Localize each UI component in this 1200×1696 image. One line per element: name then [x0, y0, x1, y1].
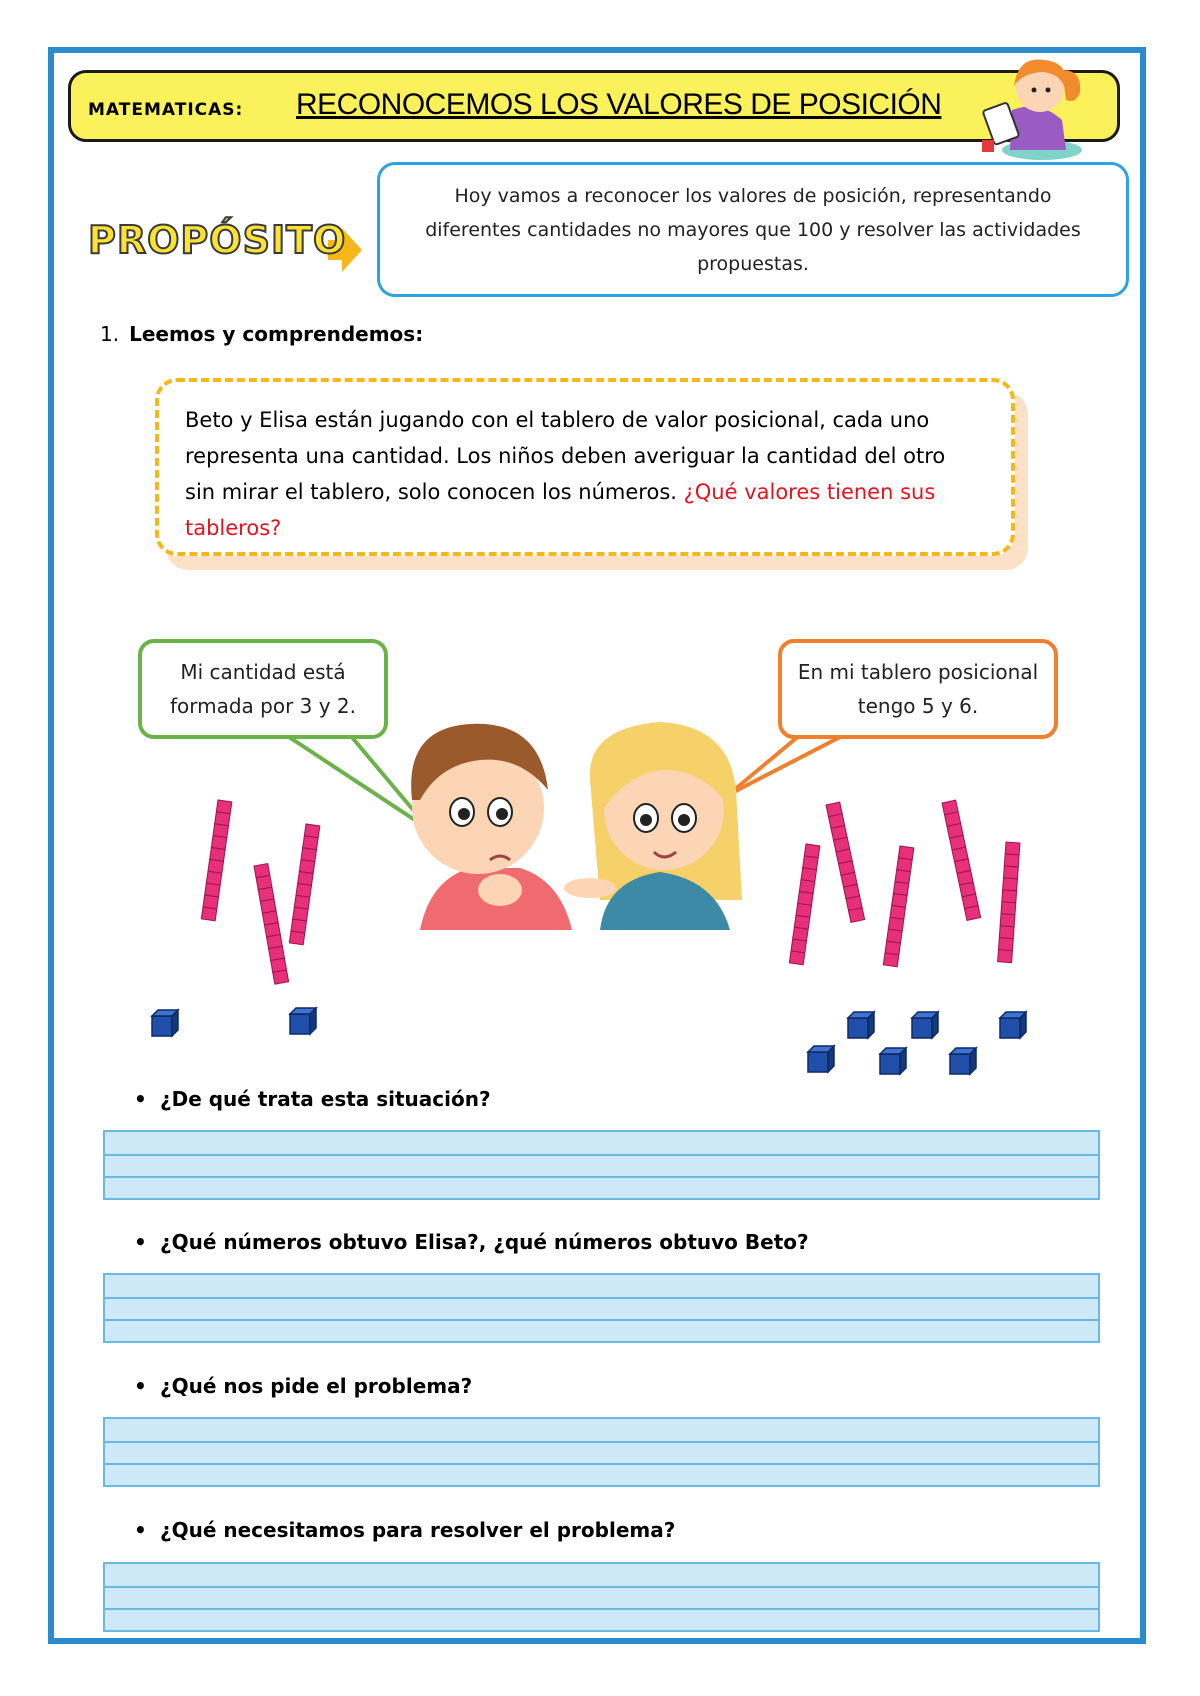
- question-3: • ¿Qué nos pide el problema?: [160, 1374, 472, 1398]
- page-title: RECONOCEMOS LOS VALORES DE POSICIÓN: [296, 88, 942, 121]
- ten-rod-elisa: [883, 846, 914, 967]
- base-ten-blocks: [152, 800, 1026, 1074]
- story-question: ¿Qué valores tienen sus tableros?: [185, 480, 936, 540]
- unit-cube-beto: [152, 1010, 178, 1036]
- ten-rod-beto: [201, 800, 232, 921]
- question-4: • ¿Qué necesitamos para resolver el problema?: [160, 1518, 675, 1542]
- girl-tablet-illustration: [982, 60, 1082, 160]
- unit-cube-elisa: [912, 1012, 938, 1038]
- answer-lines-4[interactable]: [103, 1562, 1100, 1632]
- bubble-tail-orange: [728, 735, 844, 795]
- boy-illustration: [411, 724, 572, 930]
- ten-rod-elisa: [826, 802, 865, 922]
- purpose-text: Hoy vamos a reconocer los valores de posición, representando diferentes cantidades no mayores que 100 y resolver las actividades propuestas.: [425, 184, 1081, 275]
- bubble-tail-green: [286, 735, 430, 830]
- answer-lines-3[interactable]: [103, 1417, 1100, 1487]
- answer-lines-2[interactable]: [103, 1273, 1100, 1343]
- girl-illustration: [564, 722, 742, 930]
- ten-rod-beto: [289, 824, 320, 945]
- purpose-box: [377, 162, 1129, 297]
- ten-rod-beto: [254, 864, 289, 985]
- question-2: • ¿Qué números obtuvo Elisa?, ¿qué números obtuvo Beto?: [160, 1230, 809, 1254]
- speech-bubble-elisa: En mi tablero posicional tengo 5 y 6.: [778, 639, 1058, 739]
- unit-cube-elisa: [1000, 1012, 1026, 1038]
- unit-cube-elisa: [950, 1048, 976, 1074]
- ten-rod-elisa: [789, 844, 820, 965]
- ten-rod-elisa: [942, 800, 981, 920]
- section-title: Leemos y comprendemos:: [129, 322, 424, 346]
- purpose-label: PROPÓSITO: [88, 218, 347, 262]
- section-number: 1.: [100, 322, 120, 346]
- unit-cube-elisa: [848, 1012, 874, 1038]
- section-heading: [100, 322, 423, 346]
- unit-cube-elisa: [880, 1048, 906, 1074]
- unit-cube-beto: [290, 1008, 316, 1034]
- story-box: [155, 378, 1015, 556]
- unit-cube-elisa: [808, 1046, 834, 1072]
- subject-label: MATEMATICAS:: [88, 100, 244, 120]
- question-1: • ¿De qué trata esta situación?: [160, 1087, 491, 1111]
- answer-lines-1[interactable]: [103, 1130, 1100, 1200]
- ten-rod-elisa: [998, 842, 1020, 963]
- story-text: Beto y Elisa están jugando con el tablero de valor posicional, cada uno representa una cantidad. Los niños deben averiguar la cantidad del otro sin mirar el tablero, solo conocen los números.: [185, 408, 946, 504]
- speech-bubble-beto: Mi cantidad está formada por 3 y 2.: [138, 639, 388, 739]
